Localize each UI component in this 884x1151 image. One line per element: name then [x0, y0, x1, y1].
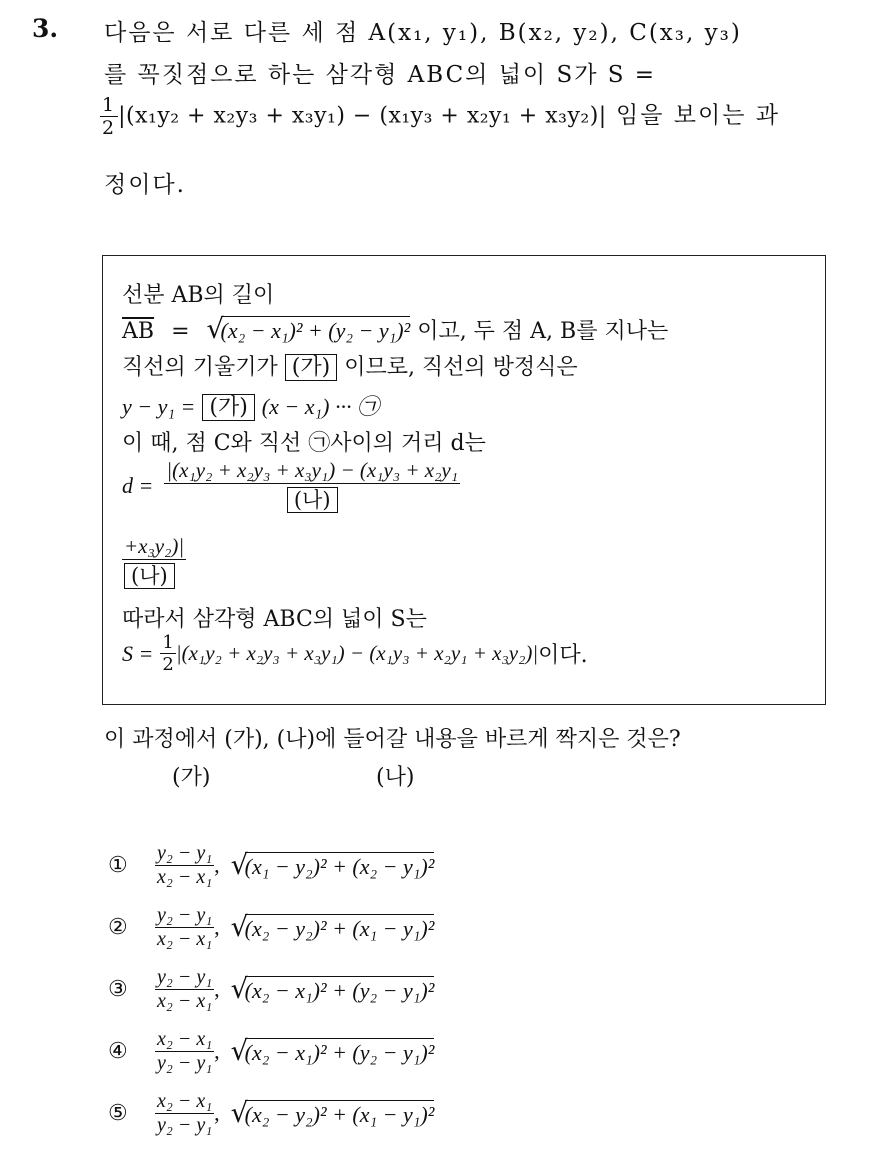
- blank-na-2: (나): [124, 563, 175, 589]
- proof-line-7: [122, 534, 186, 589]
- choice-number: ②: [108, 914, 128, 940]
- equals-sign: =: [171, 319, 190, 344]
- choice-1[interactable]: ① $\frac{\text{y₂ − y₁}}{\text{x₂ − x₁}}$ , √ (x₁ − y₂)² + (x₂ − y₁)²: [108, 842, 434, 889]
- blank-ga-2: (가): [202, 394, 254, 421]
- segment-ab: $\overline{AB}$: [122, 319, 155, 344]
- proof-line-5: 이 때, 점 C와 직선 ㉠사이의 거리 d는: [122, 431, 486, 456]
- sqrt-ab: √ (x₂ − x₁)² + (y₂ − y₁)²: [207, 316, 411, 344]
- proof-line-3-post: 이므로, 직선의 방정식은: [344, 355, 578, 380]
- stem-line-1: 다음은 서로 다른 세 점 A(x₁, y₁), B(x₂, y₂), C(x₃, y₃): [104, 20, 742, 46]
- choice-5[interactable]: ⑤ $\frac{\text{x₂ − x₁}}{\text{y₂ − y₁}}$ , √ (x₂ − y₂)² + (x₁ − y₁)²: [108, 1090, 434, 1137]
- choice-sqrt: √ (x₂ − x₁)² + (y₂ − y₁)²: [231, 976, 435, 1004]
- choice-sqrt: √ (x₂ − y₂)² + (x₁ − y₁)²: [231, 914, 435, 942]
- half-fraction: $\frac{1}{2}$: [102, 94, 117, 139]
- choice-slope: $\frac{\text{x₂ − x₁}}{\text{y₂ − y₁}}$: [157, 1090, 213, 1136]
- distance-lhs: d =: [122, 472, 154, 498]
- choice-number: ①: [108, 852, 128, 878]
- choice-sqrt: √ (x₂ − y₂)² + (x₁ − y₁)²: [231, 1100, 435, 1128]
- choice-slope: $\frac{\text{y₂ − y₁}}{\text{x₂ − x₁}}$: [157, 966, 213, 1012]
- line-eq-lhs: y − y₁ =: [122, 394, 196, 419]
- proof-line-9-tail: 이다.: [538, 643, 588, 668]
- choice-slope: $\frac{\text{y₂ − y₁}}{\text{x₂ − x₁}}$: [157, 842, 213, 888]
- blank-ga-1: (가): [285, 354, 337, 381]
- column-header-ga: (가): [172, 765, 211, 790]
- distance-fraction-1: $\frac{\text{|(x₁y₂ + x₂y₃ + x₃y₁) − (x₁y₃ + x₂y₁}}{\text{(나)}}$: [166, 458, 459, 512]
- stem-line-3: [100, 94, 780, 139]
- proof-line-6: [122, 458, 460, 513]
- line-eq-rhs: (x − x₁) ··· ㉠: [261, 394, 379, 419]
- proof-line-3: [122, 350, 578, 381]
- proof-line-2-tail: 이고, 두 점 A, B를 지나는: [417, 319, 669, 344]
- stem-line-4: 정이다.: [104, 172, 186, 198]
- choice-sqrt: √ (x₂ − x₁)² + (y₂ − y₁)²: [231, 1038, 435, 1066]
- column-header-na: (나): [376, 765, 415, 790]
- choice-prompt: 이 과정에서 (가), (나)에 들어갈 내용을 바르게 짝지은 것은?: [104, 727, 681, 752]
- proof-line-3-pre: 직선의 기울기가: [122, 355, 278, 380]
- choice-2[interactable]: ② $\frac{\text{y₂ − y₁}}{\text{x₂ − x₁}}$ , √ (x₂ − y₂)² + (x₁ − y₁)²: [108, 904, 434, 951]
- distance-fraction-2: $\frac{\text{+x₃y₂)|}}{\text{(나)}}$: [124, 534, 185, 588]
- stem-line-2: 를 꼭짓점으로 하는 삼각형 ABC의 넓이 S가 S =: [104, 62, 657, 88]
- choice-slope: $\frac{\text{y₂ − y₁}}{\text{x₂ − x₁}}$: [157, 904, 213, 950]
- area-lhs: S =: [122, 640, 154, 666]
- choice-number: ④: [108, 1038, 128, 1064]
- proof-line-2: [122, 314, 668, 345]
- proof-line-9: [122, 632, 588, 675]
- choice-number: ⑤: [108, 1100, 128, 1126]
- stem-line-3-tail: 임을 보이는 과: [616, 102, 780, 129]
- half-fraction-2: $\frac{1}{2}$: [162, 632, 174, 675]
- question-number: 3.: [32, 14, 59, 43]
- choice-3[interactable]: ③ $\frac{\text{y₂ − y₁}}{\text{x₂ − x₁}}$ , √ (x₂ − x₁)² + (y₂ − y₁)²: [108, 966, 434, 1013]
- choice-sqrt: √ (x₁ − y₂)² + (x₂ − y₁)²: [231, 852, 435, 880]
- area-formula: |(x₁y₂ + x₂y₃ + x₃y₁) − (x₁y₃ + x₂y₁ + x₃y₂)|: [118, 103, 607, 129]
- proof-line-8: 따라서 삼각형 ABC의 넓이 S는: [122, 607, 427, 632]
- proof-line-1: 선분 AB의 길이: [122, 283, 275, 308]
- proof-line-4: [122, 390, 379, 421]
- choice-number: ③: [108, 976, 128, 1002]
- blank-na-1: (나): [287, 487, 338, 513]
- choice-4[interactable]: ④ $\frac{\text{x₂ − x₁}}{\text{y₂ − y₁}}$ , √ (x₂ − x₁)² + (y₂ − y₁)²: [108, 1028, 434, 1075]
- area-expression: |(x₁y₂ + x₂y₃ + x₃y₁) − (x₁y₃ + x₂y₁ + x₃y₂)|: [175, 641, 539, 665]
- choice-slope: $\frac{\text{x₂ − x₁}}{\text{y₂ − y₁}}$: [157, 1028, 213, 1074]
